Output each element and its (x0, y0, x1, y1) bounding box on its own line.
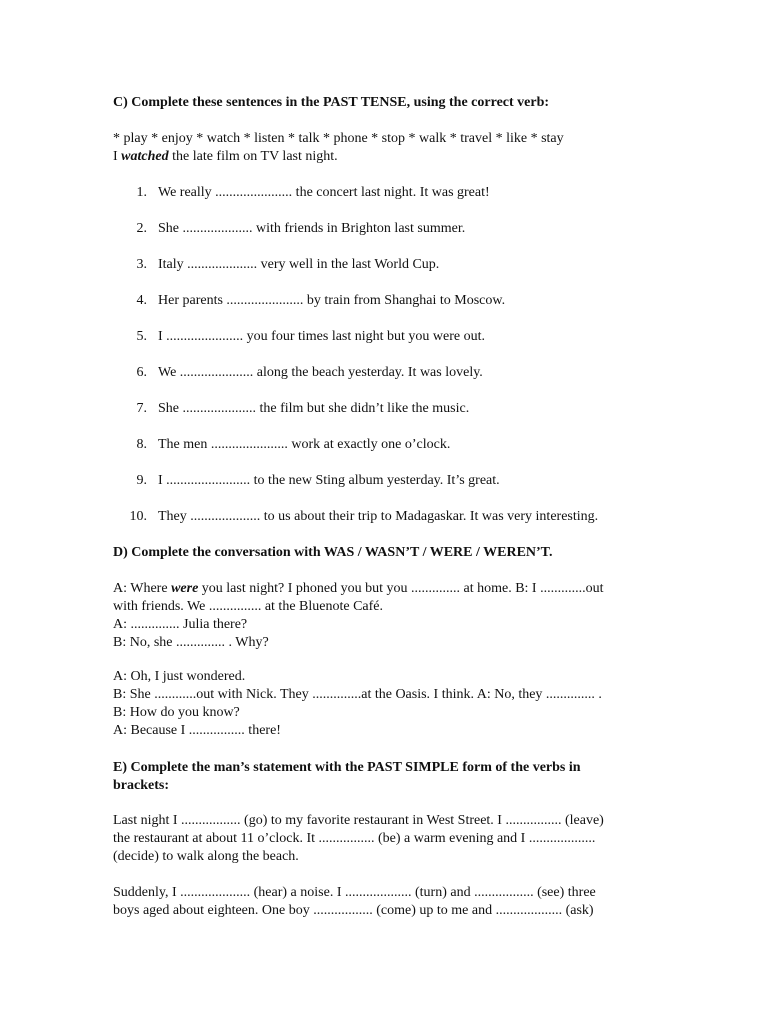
item-text: Her parents ...................... by train from Shanghai to Moscow. (158, 293, 506, 308)
item-text: She .................... with friends in Brighton last summer. (158, 221, 466, 236)
exercise-item (113, 400, 658, 418)
item-number: 5. (136, 329, 147, 344)
conversation-line: A: Because I ................ there! (113, 723, 281, 738)
item-number: 7. (136, 401, 147, 416)
item-text: I ........................ to the new Sting album yesterday. It’s great. (158, 473, 500, 488)
exercise-item (113, 508, 658, 526)
paragraph-line: Suddenly, I .................... (hear) a noise. I ................... (turn) and ................. (see) three (113, 885, 596, 900)
paragraph-line: the restaurant at about 11 o’clock. It ................ (be) a warm evening and I ................... (113, 831, 596, 846)
item-number: 10. (129, 509, 147, 524)
exercise-item (113, 220, 658, 238)
item-number: 9. (136, 473, 147, 488)
item-text: She ..................... the film but she didn’t like the music. (158, 401, 470, 416)
exercise-item (113, 436, 658, 454)
example-verb: watched (121, 149, 169, 164)
paragraph-line: (decide) to walk along the beach. (113, 849, 299, 864)
exercise-item (113, 292, 658, 310)
conversation-line (113, 580, 658, 598)
section-d-heading: D) Complete the conversation with WAS / WASN’T / WERE / WEREN’T. (113, 545, 553, 560)
item-text: We really ...................... the concert last night. It was great! (158, 185, 490, 200)
item-text: I ...................... you four times last night but you were out. (158, 329, 486, 344)
exercise-item (113, 184, 658, 202)
section-e-heading (113, 759, 658, 795)
line-suffix: you last night? I phoned you but you .............. at home. B: I .............out (198, 581, 604, 596)
statement-paragraph-1 (113, 812, 658, 866)
conversation-line: B: She ............out with Nick. They ..............at the Oasis. I think. A: No, they .............. . (113, 687, 602, 702)
exercise-item (113, 256, 658, 274)
conversation-line: with friends. We ............... at the Bluenote Café. (113, 599, 383, 614)
paragraph-line: boys aged about eighteen. One boy ................. (come) up to me and ................... (ask) (113, 903, 594, 918)
line-prefix: A: Where (113, 581, 172, 596)
item-number: 3. (136, 257, 147, 272)
item-number: 4. (136, 293, 147, 308)
exercise-item (113, 328, 658, 346)
conversation-line: B: How do you know? (113, 705, 240, 720)
item-text: The men ...................... work at exactly one o’clock. (158, 437, 451, 452)
item-number: 1. (136, 185, 147, 200)
conversation-line: A: .............. Julia there? (113, 617, 248, 632)
example-sentence (113, 148, 338, 166)
conversation-line: A: Oh, I just wondered. (113, 669, 246, 684)
item-text: Italy .................... very well in the last World Cup. (158, 257, 440, 272)
paragraph-line: Last night I ................. (go) to my favorite restaurant in West Street. I ................ (leave) (113, 813, 604, 828)
example-prefix: I (113, 149, 122, 164)
heading-line: brackets: (113, 778, 169, 793)
conversation-line: B: No, she .............. . Why? (113, 635, 269, 650)
item-number: 2. (136, 221, 147, 236)
verb-list: * play * enjoy * watch * listen * talk * phone * stop * walk * travel * like * stay (113, 131, 564, 146)
exercise-item (113, 472, 658, 490)
conversation-block-1 (113, 580, 658, 652)
item-number: 6. (136, 365, 147, 380)
item-number: 8. (136, 437, 147, 452)
section-c-heading: C) Complete these sentences in the PAST TENSE, using the correct verb: (113, 95, 550, 110)
example-verb: were (171, 581, 199, 596)
item-text: They .................... to us about their trip to Madagaskar. It was very interesting. (158, 509, 599, 524)
heading-line: E) Complete the man’s statement with the PAST SIMPLE form of the verbs in (113, 760, 581, 775)
example-suffix: the late film on TV last night. (168, 149, 338, 164)
conversation-block-2 (113, 668, 658, 740)
statement-paragraph-2 (113, 884, 658, 920)
exercise-item (113, 364, 658, 382)
item-text: We ..................... along the beach yesterday. It was lovely. (158, 365, 483, 380)
